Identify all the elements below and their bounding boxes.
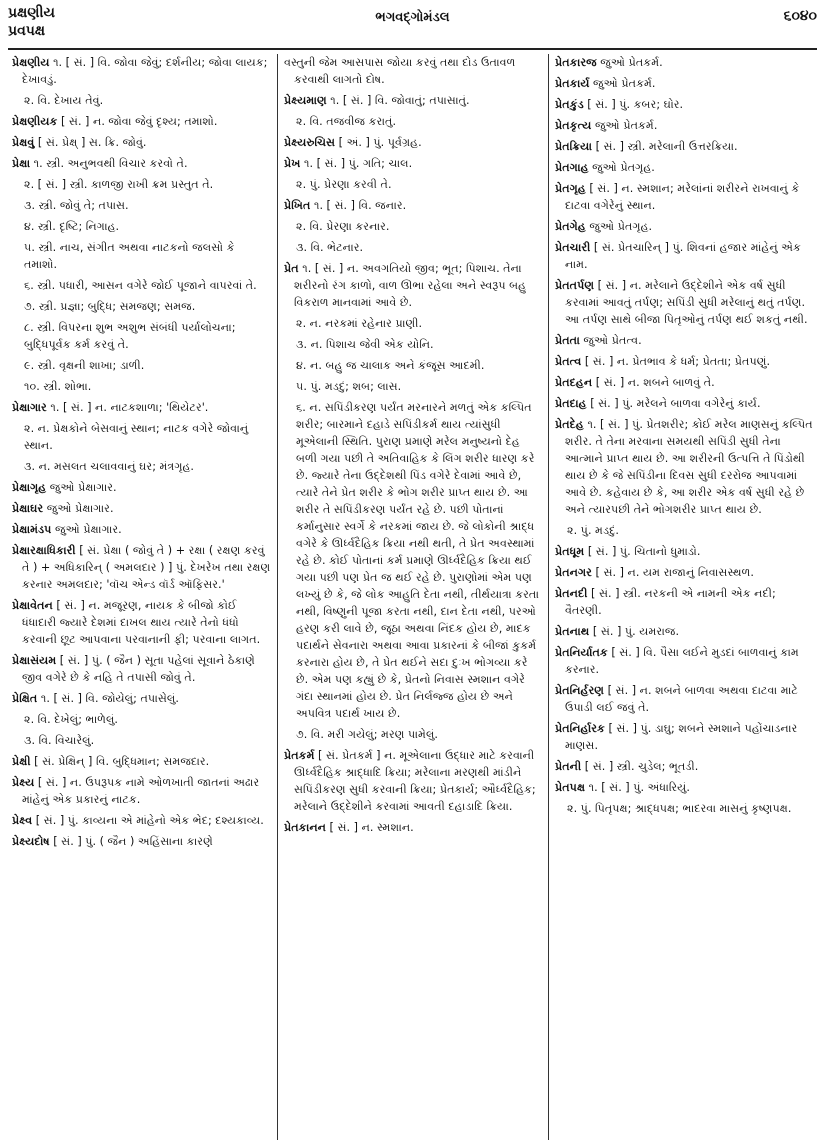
dictionary-sense bbox=[24, 420, 271, 454]
definition-text: ૭. વિ. મરી ગયેલું; મરણ પામેલું. bbox=[296, 728, 438, 741]
headword: પ્રેતત્વ bbox=[555, 355, 582, 368]
headword: પ્રેક્ષી bbox=[12, 755, 31, 768]
definition-text: ૩. વિ. વિચારેલું. bbox=[24, 734, 95, 747]
dictionary-entry bbox=[284, 747, 542, 815]
dictionary-entry bbox=[12, 753, 271, 770]
dictionary-entry bbox=[555, 585, 813, 619]
definition-text: ૩. સ્ત્રી. જોવું તે; તપાસ. bbox=[24, 199, 129, 212]
dictionary-sense bbox=[296, 218, 542, 235]
dictionary-entry bbox=[555, 682, 813, 716]
dictionary-entry bbox=[555, 138, 813, 155]
dictionary-entry bbox=[12, 500, 271, 517]
definition-text: જુઓ પ્રેક્ષાગાર. bbox=[51, 523, 122, 536]
dictionary-entry bbox=[12, 399, 271, 416]
dictionary-sense bbox=[24, 298, 271, 315]
headword: પ્રેક્ષણીય bbox=[12, 56, 50, 69]
headword: પ્રેક્ષાગૃહ bbox=[12, 481, 47, 494]
definition-text: જુઓ પ્રેતકર્મ. bbox=[589, 77, 656, 90]
definition-text: [ સં. ] ન. શબને બાળવા અથવા દાટવા માટે ઉપાડી લઈ જવું તે. bbox=[565, 684, 798, 714]
definition-text: ૧. [ સં. ] પું. પ્રેતશરીર; કોઈ મરેલ માણસનું કલ્પિત શરીર. તે તેના મરવાના સમયથી સપિંડી સુધી તેના આત્માને પ્રાપ્ત થાય છે. આ શરીરની ઉત્પત્તિ તે પિંડોથી થાય છે કે જે સપિંડીના દિવસ સુધી દરરોજ આપવામાં આવે છે. કહેવાય છે કે, આ શરીર એક વર્ષ સુધી રહે છે અને ત્યારપછી તેને ભોગશરીર પ્રાપ્ત થાય છે. bbox=[565, 418, 813, 516]
page-header bbox=[8, 4, 817, 50]
headword: પ્રેતદહન bbox=[555, 376, 593, 389]
definition-text: [ સં. પ્રેક્ષા ( જોવું તે ) + રક્ષા ( રક્ષણ કરવું તે ) + અધિકારિન્ ( અમલદાર ) ] પું. દેખરેખ તથા રક્ષણ કરનાર અમલદાર; 'વૉચ એન્ડ વૉર્ડ ઑફિસર.' bbox=[22, 544, 271, 591]
definition-text: [ સં. ] ન. ઉપરૂપક નામે ઓળખાતી જાતનાં અઢાર માંહેનું એક પ્રકારનું નાટક. bbox=[22, 776, 260, 806]
dictionary-entry bbox=[12, 542, 271, 593]
headword: પ્રેતકૃત્ય bbox=[555, 119, 592, 132]
headword: પ્રેક્ષ્યમાણ bbox=[284, 94, 327, 107]
headword: પ્રેક્ષણીયક bbox=[12, 115, 58, 128]
headword: પ્રેક્ષ્યરુચિસ bbox=[284, 136, 336, 149]
definition-text: [ સં. ] પું. ( જૈન ) સૂતા પહેલાં સૂવાને ઠેકાણે જીવ વગેરે છે કે નહિ તે તપાસી જોવું તે. bbox=[22, 654, 255, 684]
dictionary-entry bbox=[12, 652, 271, 686]
definition-text: ૫. સ્ત્રી. નાચ, સંગીત અથવા નાટકનો જલસો કે તમાશો. bbox=[24, 241, 235, 271]
definition-text: [ સં. ] ન. મરેલાને ઉદ્દેશીને એક વર્ષ સુધી કરવામાં આવતું તર્પણ; સપિંડી સુધી મરેલાનું થતું તર્પણ. આ તર્પણ સાથે બીજા પિતૃઓનું તર્પણ થઈ શકતું નથી. bbox=[565, 279, 808, 326]
definition-text: [ સં. ] પું. કાવ્યના એ માંહેનો એક ભેદ; દશ્યકાવ્ય. bbox=[32, 814, 264, 827]
dictionary-entry bbox=[12, 155, 271, 172]
headword: પ્રેતધૂમ bbox=[555, 545, 585, 558]
dictionary-entry bbox=[555, 54, 813, 71]
headword: પ્રેતનિર્યાતક bbox=[555, 646, 608, 659]
headword: પ્રેક્ષાગાર bbox=[12, 401, 47, 414]
definition-text: ૧. [ સં. ] ન. નાટકશાળા; 'થિયેટર'. bbox=[46, 401, 209, 414]
dictionary-sense bbox=[296, 357, 542, 374]
column-left bbox=[6, 54, 277, 1140]
dictionary-entry bbox=[284, 260, 542, 311]
dictionary-sense bbox=[296, 726, 542, 743]
definition-text: [ સં. ] પું. ડાઘુ; શબને સ્મશાને પહોંચાડનાર માણસ. bbox=[565, 722, 798, 752]
dictionary-entry bbox=[12, 690, 271, 707]
headword: પ્રેક્ષા bbox=[12, 157, 31, 170]
definition-text: ૩. ન. પિશાચ જેવી એક યોનિ. bbox=[296, 338, 434, 351]
definition-text: ૨. વિ. તજવીજ કરાતું. bbox=[296, 115, 396, 128]
definition-text: ૨. વિ. દેખેલું; ભાળેલું. bbox=[24, 713, 118, 726]
definition-text: ૧. [ સં. ] વિ. જોવા જેવું; દર્શનીય; જોવા લાયક; દેખાવડું. bbox=[22, 56, 268, 86]
headword: પ્રેખિત bbox=[284, 199, 311, 212]
definition-text: [ સં. ] વિ. પૈસા લઈને મુડદાં બાળવાનું કામ કરનાર. bbox=[565, 646, 799, 676]
definition-text: ૧. [ સં. ] વિ. જનાર. bbox=[310, 199, 407, 212]
headword: પ્રેક્ષ્ય bbox=[12, 776, 35, 789]
headword: પ્રેતચારી bbox=[555, 241, 591, 254]
definition-text: જુઓ પ્રેતકર્મ. bbox=[596, 56, 663, 69]
dictionary-sense bbox=[567, 522, 813, 539]
definition-text: [ સં. ] સ્ત્રી. મરેલાની ઉત્તરક્રિયા. bbox=[592, 140, 738, 153]
definition-text: [ સં. ] પું. ચિતાનો ધુમાડો. bbox=[584, 545, 701, 558]
dictionary-entry bbox=[284, 92, 542, 109]
definition-text: જુઓ પ્રેતગૃહ. bbox=[588, 161, 655, 174]
dictionary-entry bbox=[12, 134, 271, 151]
dictionary-entry bbox=[284, 155, 542, 172]
headword: પ્રેતતર્પણ bbox=[555, 279, 595, 292]
headword: પ્રેતક્રિયા bbox=[555, 140, 593, 153]
headword: પ્રેખ bbox=[284, 157, 301, 170]
dictionary-entry bbox=[555, 395, 813, 412]
dictionary-entry bbox=[555, 644, 813, 678]
definition-text: ૭. સ્ત્રી. પ્રજ્ઞા; બુદ્ધિ; સમજણ; સમજ. bbox=[24, 300, 196, 313]
dictionary-entry bbox=[555, 180, 813, 214]
definition-text: ૪. સ્ત્રી. દૃષ્ટિ; નિગાહ. bbox=[24, 220, 120, 233]
headword: પ્રેક્ષામંડપ bbox=[12, 523, 52, 536]
dictionary-entry bbox=[555, 564, 813, 581]
headword: પ્રેક્ષ્યદોષ bbox=[12, 835, 50, 848]
dictionary-entry bbox=[12, 597, 271, 648]
dictionary-entry bbox=[12, 833, 271, 850]
dictionary-entry bbox=[555, 96, 813, 113]
definition-text: ૨. પું. પિતૃપક્ષ; શ્રાદ્ધપક્ષ; ભાદરવા માસનું કૃષ્ણપક્ષ. bbox=[567, 802, 792, 815]
running-title: ભગવદ્ગોમંડલ bbox=[375, 10, 450, 25]
headword: પ્રેક્ષારક્ષાધિકારી bbox=[12, 544, 76, 557]
definition-text: [ સં. ] ન. મજૂરણ, નાયક કે બીજો કોઈ ધંધાદારી જ્યારે દેશમાં દાખલ થાય ત્યારે તેનો ધંધો કરવાની છૂટ આપવાના પરવાનાની ફી; પરવાના લાગત. bbox=[22, 599, 261, 646]
definition-text: ૪. ન. બહુ જ ચાલાક અને કંજૂસ આદમી. bbox=[296, 359, 485, 372]
headword: પ્રેક્ષ્વ bbox=[12, 814, 33, 827]
headword: પ્રેક્ષાવેતન bbox=[12, 599, 53, 612]
dictionary-entry bbox=[12, 812, 271, 829]
definition-text: ૨. ન. પ્રેક્ષકોને બેસવાનું સ્થાન; નાટક વગેરે જોવાનું સ્થાન. bbox=[24, 422, 249, 452]
definition-text: ૧. [ સં. ] પું. ગતિ; ચાલ. bbox=[300, 157, 413, 170]
headword: પ્રેતનદી bbox=[555, 587, 588, 600]
dictionary-entry bbox=[555, 720, 813, 754]
dictionary-sense bbox=[24, 277, 271, 294]
dictionary-entry bbox=[555, 416, 813, 518]
headword: પ્રેતતા bbox=[555, 334, 580, 347]
dictionary-sense bbox=[24, 319, 271, 353]
dictionary-sense bbox=[296, 176, 542, 193]
dictionary-sense bbox=[296, 113, 542, 130]
dictionary-sense bbox=[24, 732, 271, 749]
dictionary-sense bbox=[567, 800, 813, 817]
dictionary-sense bbox=[296, 239, 542, 256]
definition-text: ૧૦. સ્ત્રી. શોભા. bbox=[24, 380, 92, 393]
dictionary-sense bbox=[24, 239, 271, 273]
dictionary-entry bbox=[555, 374, 813, 391]
definition-text: [ સં. ] સ્ત્રી. નરકની એ નામની એક નદી; વૈતરણી. bbox=[565, 587, 776, 617]
dictionary-entry bbox=[555, 353, 813, 370]
dictionary-sense bbox=[24, 92, 271, 109]
dictionary-entry bbox=[555, 159, 813, 176]
definition-text: ૧. [ સં. ] વિ. જોવાતું; તપાસાતું. bbox=[326, 94, 470, 107]
definition-text: જુઓ પ્રેતગૃહ. bbox=[585, 220, 653, 233]
definition-text: જુઓ પ્રેક્ષાગાર. bbox=[43, 502, 114, 515]
definition-text: ૨. વિ. દેખાય તેવું. bbox=[24, 94, 104, 107]
definition-text: ૫. પું. મડદું; શબ; લાસ. bbox=[296, 380, 402, 393]
headword: પ્રેતગેહ bbox=[555, 220, 586, 233]
headword: પ્રેક્ષિત bbox=[12, 692, 38, 705]
definition-text: [ સં. ] ન. પ્રેતભાવ કે ધર્મ; પ્રેતતા; પ્રેતપણું. bbox=[581, 355, 771, 368]
definition-text: જુઓ પ્રેતત્વ. bbox=[579, 334, 642, 347]
definition-text: ૮. સ્ત્રી. વિપરના શુભ અશુભ સંબંધી પર્યાલોચના; બુદ્ધિપૂર્વક કર્મ કરવું તે. bbox=[24, 321, 236, 351]
dictionary-sense bbox=[296, 399, 542, 722]
headword: પ્રેતકર્મ bbox=[284, 749, 315, 762]
dictionary-entry bbox=[555, 623, 813, 640]
definition-text: [ સં. પ્રેતકર્મ ] ન. મૂએલાના ઉદ્ધાર માટે કરવાની ઊર્ધ્વદૈહિક શ્રાદ્ધાદિ ક્રિયા; મરેલાના મરણથી માંડીને સપિંડીકરણ સુધી કરવાની ક્રિયા; પ્રેતકાર્ય; ઔર્ધ્વદૈહિક; મરેલાને ઉદ્દેશીને કરવામાં આવતી દહાડાદિ ક્રિયા. bbox=[294, 749, 536, 813]
definition-text: ૬. સ્ત્રી. પધારી, આસન વગેરે જોઈ પૂજાને વાપરવાં તે. bbox=[24, 279, 257, 292]
headword: પ્રેતનગર bbox=[555, 566, 592, 579]
dictionary-entry bbox=[555, 218, 813, 235]
dictionary-entry bbox=[284, 197, 542, 214]
definition-text: [ સં. પ્રેક્ષ્ ] સ. ક્રિ. જોવું. bbox=[34, 136, 147, 149]
definition-text: ૨. વિ. પ્રેરણા કરનાર. bbox=[296, 220, 390, 233]
dictionary-sense bbox=[296, 315, 542, 332]
headword: પ્રેતદેહ bbox=[555, 418, 584, 431]
definition-text: જુઓ પ્રેક્ષાગાર. bbox=[46, 481, 117, 494]
dictionary-entry bbox=[555, 543, 813, 560]
definition-text: [ સં. ] ન. સ્મશાન. bbox=[326, 821, 414, 834]
column-right bbox=[548, 54, 819, 1140]
dictionary-sense bbox=[296, 378, 542, 395]
dictionary-entry bbox=[555, 75, 813, 92]
dictionary-entry bbox=[555, 779, 813, 796]
definition-text: [ સં. પ્રેતચારિન્ ] પું. શિવનાં હજાર માંહેનું એક નામ. bbox=[565, 241, 801, 271]
definition-text: ૨. [ સં. ] સ્ત્રી. કાળજી રાખી ક્રમ પ્રસ્તુત તે. bbox=[24, 178, 214, 191]
dictionary-sense bbox=[24, 711, 271, 728]
dictionary-entry bbox=[555, 332, 813, 349]
guide-word-last: પ્રવપક્ષ bbox=[8, 23, 46, 39]
dictionary-entry bbox=[12, 521, 271, 538]
definition-text: [ સં. પ્રેક્ષિન્ ] વિ. બુદ્ધિમાન; સમજદાર. bbox=[30, 755, 210, 768]
dictionary-sense bbox=[24, 458, 271, 475]
definition-text: ૨. પું. પ્રેરણા કરવી તે. bbox=[296, 178, 392, 191]
dictionary-entry bbox=[12, 113, 271, 130]
headword: પ્રેતનાથ bbox=[555, 625, 590, 638]
headword: પ્રેતગૃહ bbox=[555, 182, 586, 195]
headword: પ્રેક્ષવું bbox=[12, 136, 35, 149]
dictionary-entry bbox=[12, 774, 271, 808]
headword: પ્રેત bbox=[284, 262, 299, 275]
headword: પ્રેતગાહ bbox=[555, 161, 589, 174]
definition-text: જુઓ પ્રેતકર્મ. bbox=[591, 119, 658, 132]
dictionary-entry bbox=[555, 277, 813, 328]
dictionary-entry bbox=[12, 54, 271, 88]
dictionary-sense bbox=[24, 218, 271, 235]
headword: પ્રેક્ષાઘર bbox=[12, 502, 44, 515]
headword: પ્રેતનિર્હરણ bbox=[555, 684, 605, 697]
definition-text: ૧. [ સં. ] પું. અંધારિયું. bbox=[585, 781, 690, 794]
definition-text: [ સં. ] પું. ( જૈન ) અહિંસાના કારણે bbox=[49, 835, 213, 848]
dictionary-entry bbox=[12, 479, 271, 496]
column-middle bbox=[277, 54, 548, 1140]
dictionary-entry bbox=[284, 54, 542, 88]
dictionary-sense bbox=[24, 176, 271, 193]
definition-text: ૯. સ્ત્રી. વૃક્ષની શાખા; ડાળી. bbox=[24, 359, 145, 372]
definition-text: [ અં. ] પું. પૂર્વગ્રહ. bbox=[335, 136, 422, 149]
definition-text: [ સં. ] પું. યમરાજ. bbox=[589, 625, 680, 638]
definition-text: ૧. [ સં. ] વિ. જોયેલું; તપાસેલું. bbox=[37, 692, 179, 705]
definition-text: ૩. વિ. ભેટનાર. bbox=[296, 241, 364, 254]
dictionary-entry bbox=[284, 819, 542, 836]
definition-text: ૨. પું. મડદું. bbox=[567, 524, 619, 537]
dictionary-entry bbox=[555, 758, 813, 775]
definition-text: ૬. ન. સપિંડીકરણ પર્યંત મરનારને મળતું એક કલ્પિત શરીર; બારમાને દહાડે સપિંડીકર્મ થાય ત્યાંસુધી મૂએલાની સ્થિતિ. પુરાણ પ્રમાણે મરેલ મનુષ્યનો દેહ બળી ગયા પછી તે અતિવાહિક કે લિંગ શરીર ધારણ કરે છે. જ્યારે તેના ઉદ્દેશથી પિંડ વગેરે દેવામાં આવે છે, ત્યારે તેને પ્રેત શરીર કે ભોગ શરીર પ્રાપ્ત થાય છે. આ શરીર તે સપિંડીકરણ પર્યંત રહે છે. પછી પોતાનાં કર્માનુસાર સ્વર્ગે કે નરકમાં જાય છે. જે લોકોની શ્રાદ્ધ વગેરે કે ઊર્ધ્વદૈહિક ક્રિયા નથી થતી, તે પ્રેત અવસ્થામાં રહે છે. કોઈ પોતાનાં કર્મ પ્રમાણે ઊર્ધ્વદૈહિક ક્રિયા થઈ ગયા પછી પણ પ્રેત જ થઈ રહે છે. પુરાણોમાં એમ પણ લખ્યું છે કે, જે લોક આહુતિ દેતા નથી, તીર્થયાત્રા કરતા નથી, વિષ્ણુની પૂજા કરતા નથી, દાન દેતા નથી, પરઓ હરણ કરી લાવે છે, જૂઠા અથવા નિંદક હોય છે, માદક પદાર્થને સેવનારા અથવા આવા પ્રકારનાં કે બીજાં કુકર્મ કરનારા હોય છે, તે પ્રેત થઈને સદા દુઃખ ભોગવ્યા કરે છે. એમ પણ કહ્યું છે કે, પ્રેતનો નિવાસ સ્મશાન વગેરે ગંદા સ્થાનમાં હોય છે. પ્રેત નિર્લજ્જ હોય છે અને અપવિત્ર પદાર્થ ખાય છે. bbox=[296, 401, 540, 720]
dictionary-entry bbox=[555, 239, 813, 273]
dictionary-sense bbox=[24, 357, 271, 374]
dictionary-entry bbox=[284, 134, 542, 151]
headword: પ્રેતનિર્હારક bbox=[555, 722, 605, 735]
definition-text: ૨. ન. નરકમાં રહેનાર પ્રાણી. bbox=[296, 317, 423, 330]
definition-text: [ સં. ] ન. સ્મશાન; મરેલાંનાં શરીરને રાખવાનું કે દાટવા વગેરેનું સ્થાન. bbox=[565, 182, 800, 212]
definition-text: [ સં. ] પું. કબર; ઘોર. bbox=[583, 98, 684, 111]
entry-columns bbox=[6, 54, 819, 1140]
headword: પ્રેતપક્ષ bbox=[555, 781, 586, 794]
headword: પ્રેક્ષાસંયમ bbox=[12, 654, 57, 667]
definition-text: વસ્તુની જેમ આસપાસ જોયા કરવું તથા દોડ ઉતાવળ કરવાથી લાગતો દોષ. bbox=[284, 56, 516, 86]
guide-word-first: પ્રક્ષણીય bbox=[8, 5, 55, 21]
definition-text: [ સં. ] ન. જોવા જેવું દૃશ્ય; તમાશો. bbox=[57, 115, 218, 128]
definition-text: ૩. ન. મસલત ચલાવવાનું ઘર; મંત્રગૃહ. bbox=[24, 460, 194, 473]
definition-text: ૧. [ સં. ] ન. અવગતિયો જીવ; ભૂત; પિશાચ. તેના શરીરનો રંગ કાળો, વાળ ઊભા રહેલા અને સ્વરૂપ બહુ વિકરાળ માનવામાં આવે છે. bbox=[294, 262, 527, 309]
headword: પ્રેતકુંડ bbox=[555, 98, 584, 111]
definition-text: ૧. સ્ત્રી. અનુભવથી વિચાર કરવો તે. bbox=[30, 157, 188, 170]
headword: પ્રેતકાનન bbox=[284, 821, 326, 834]
headword: પ્રેતકાર્ય bbox=[555, 77, 590, 90]
page-number: ૬૦૪૦ bbox=[783, 8, 817, 24]
headword: પ્રેતદાહ bbox=[555, 397, 587, 410]
definition-text: [ સં. ] સ્ત્રી. ચુડેલ; ભૂતડી. bbox=[581, 760, 699, 773]
dictionary-entry bbox=[555, 117, 813, 134]
definition-text: [ સં. ] પું. મરેલને બાળવા વગેરેનું કાર્ય. bbox=[586, 397, 761, 410]
headword: પ્રેતની bbox=[555, 760, 582, 773]
definition-text: [ સં. ] ન. શબને બાળવું તે. bbox=[592, 376, 715, 389]
definition-text: [ સં. ] ન. યમ રાજાનું નિવાસસ્થળ. bbox=[591, 566, 754, 579]
dictionary-sense bbox=[296, 336, 542, 353]
dictionary-sense bbox=[24, 378, 271, 395]
dictionary-sense bbox=[24, 197, 271, 214]
headword: પ્રેતકારજ bbox=[555, 56, 597, 69]
